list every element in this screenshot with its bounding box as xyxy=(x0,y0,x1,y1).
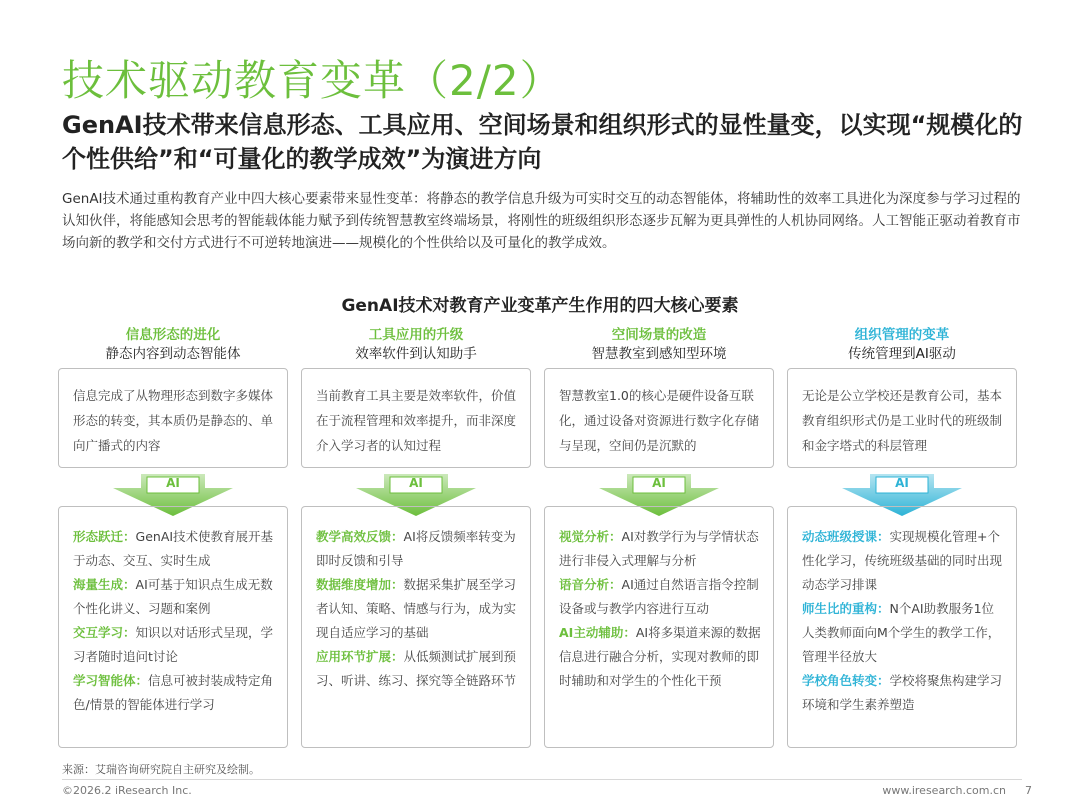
change-keyword: 语音分析： xyxy=(559,577,622,592)
footer-website: www.iresearch.com.cn xyxy=(882,784,1006,797)
after-state-box xyxy=(544,506,774,748)
footer-copyright: ©2026.2 iResearch Inc. xyxy=(62,784,192,797)
change-text: N个AI助教服务1位人类教师面向M个学生的教学工作，管理半径放大 xyxy=(802,601,1001,664)
column-title: 空间场景的改造 xyxy=(611,327,707,343)
change-text: GenAI技术使教育展开基于动态、交互、实时生成 xyxy=(73,529,274,568)
change-item xyxy=(802,669,1006,717)
column-title: 信息形态的进化 xyxy=(125,327,221,343)
change-keyword: 海量生成： xyxy=(73,577,136,592)
ai-arrow-label: AI xyxy=(652,476,666,490)
column-subtitle: 智慧教室到感知型环境 xyxy=(591,346,727,362)
change-text: AI对教学行为与学情状态进行非侵入式理解与分析 xyxy=(559,529,759,568)
change-item xyxy=(316,573,520,645)
ai-arrow-label: AI xyxy=(166,476,180,490)
change-text: AI可基于知识点生成无数个性化讲义、习题和案例 xyxy=(73,577,273,616)
element-column xyxy=(787,326,1017,712)
change-item xyxy=(559,621,763,693)
change-item xyxy=(559,525,763,573)
change-keyword: 交互学习： xyxy=(73,625,136,640)
change-keyword: 形态跃迁： xyxy=(73,529,136,544)
change-keyword: 视觉分析： xyxy=(559,529,622,544)
column-title: 组织管理的变革 xyxy=(854,327,950,343)
column-subtitle: 效率软件到认知助手 xyxy=(355,346,477,362)
change-text: 学校将聚焦构建学习环境和学生素养塑造 xyxy=(802,673,1003,712)
before-state-box: 无论是公立学校还是教育公司，基本教育组织形式仍是工业时代的班级制和金字塔式的科层管理 xyxy=(787,368,1017,468)
change-text: AI将反馈频率转变为即时反馈和引导 xyxy=(316,529,516,568)
after-state-box xyxy=(58,506,288,748)
change-keyword: 应用环节扩展： xyxy=(316,649,404,664)
change-keyword: AI主动辅助： xyxy=(559,625,636,640)
source-note: 来源：艾瑞咨询研究院自主研究及绘制。 xyxy=(62,763,260,776)
change-keyword: 学习智能体： xyxy=(73,673,149,688)
before-state-box: 信息完成了从物理形态到数字多媒体形态的转变，其本质仍是静态的、单向广播式的内容 xyxy=(58,368,288,468)
change-item xyxy=(802,597,1006,669)
page-number: 7 xyxy=(1025,784,1032,797)
footer-divider xyxy=(62,779,1022,780)
change-text: AI通过自然语言指令控制设备或与教学内容进行互动 xyxy=(559,577,759,616)
change-text: 数据采集扩展至学习者认知、策略、情感与行为，成为实现自适应学习的基础 xyxy=(316,577,517,640)
ai-arrow-label: AI xyxy=(895,476,909,490)
change-text: 知识以对话形式呈现，学习者随时追问t讨论 xyxy=(73,625,274,664)
page-subtitle: GenAI技术带来信息形态、工具应用、空间场景和组织形式的显性量变，以实现“规模化的个性供给”和“可量化的教学成效”为演进方向 xyxy=(62,111,1023,173)
change-item xyxy=(316,645,520,693)
change-keyword: 动态班级授课： xyxy=(802,529,890,544)
element-column xyxy=(58,326,288,712)
element-column xyxy=(544,326,774,688)
intro-paragraph: GenAI技术通过重构教育产业中四大核心要素带来显性变革：将静态的教学信息升级为可实时交互的动态智能体，将辅助性的效率工具进化为深度参与学习过程的认知伙伴，将能感知会思考的智能载体能力赋予到传统智慧教室终端场景，将刚性的班级组织形态逐步瓦解为更具弹性的人机协同网络。人工智能正驱动着教育市场向新的教学和交付方式进行不可逆转地演进——规模化的个性供给以及可量化的教学成效。 xyxy=(62,191,1021,251)
before-state-box: 智慧教室1.0的核心是硬件设备互联化，通过设备对资源进行数字化存储与呈现，空间仍是沉默的 xyxy=(544,368,774,468)
ai-arrow-label: AI xyxy=(409,476,423,490)
change-text: 信息可被封装成特定角色/情景的智能体进行学习 xyxy=(73,673,274,712)
diagram-title: GenAI技术对教育产业变革产生作用的四大核心要素 xyxy=(341,296,739,316)
column-subtitle: 传统管理到AI驱动 xyxy=(848,346,956,362)
change-item xyxy=(73,573,277,621)
change-text: AI将多渠道来源的数据信息进行融合分析，实现对教师的即时辅助和对学生的个性化干预 xyxy=(559,625,761,688)
column-subtitle: 静态内容到动态智能体 xyxy=(105,346,241,362)
change-item xyxy=(559,573,763,621)
change-item xyxy=(73,669,277,717)
column-title: 工具应用的升级 xyxy=(368,327,464,343)
change-item xyxy=(802,525,1006,597)
before-state-box: 当前教育工具主要是效率软件，价值在于流程管理和效率提升，而非深度介入学习者的认知过程 xyxy=(301,368,531,468)
change-keyword: 教学高效反馈： xyxy=(316,529,404,544)
change-item xyxy=(316,525,520,573)
change-item xyxy=(73,525,277,573)
change-keyword: 数据维度增加： xyxy=(316,577,404,592)
change-item xyxy=(73,621,277,669)
page-title: 技术驱动教育变革（2/2） xyxy=(62,56,563,105)
after-state-box xyxy=(787,506,1017,748)
after-state-box xyxy=(301,506,531,748)
element-column xyxy=(301,326,531,688)
change-text: 从低频测试扩展到预习、听讲、练习、探究等全链路环节 xyxy=(316,649,517,688)
change-text: 实现规模化管理+个性化学习，传统班级基础的同时出现动态学习排课 xyxy=(802,529,1003,592)
change-keyword: 师生比的重构： xyxy=(802,601,890,616)
change-keyword: 学校角色转变： xyxy=(802,673,890,688)
